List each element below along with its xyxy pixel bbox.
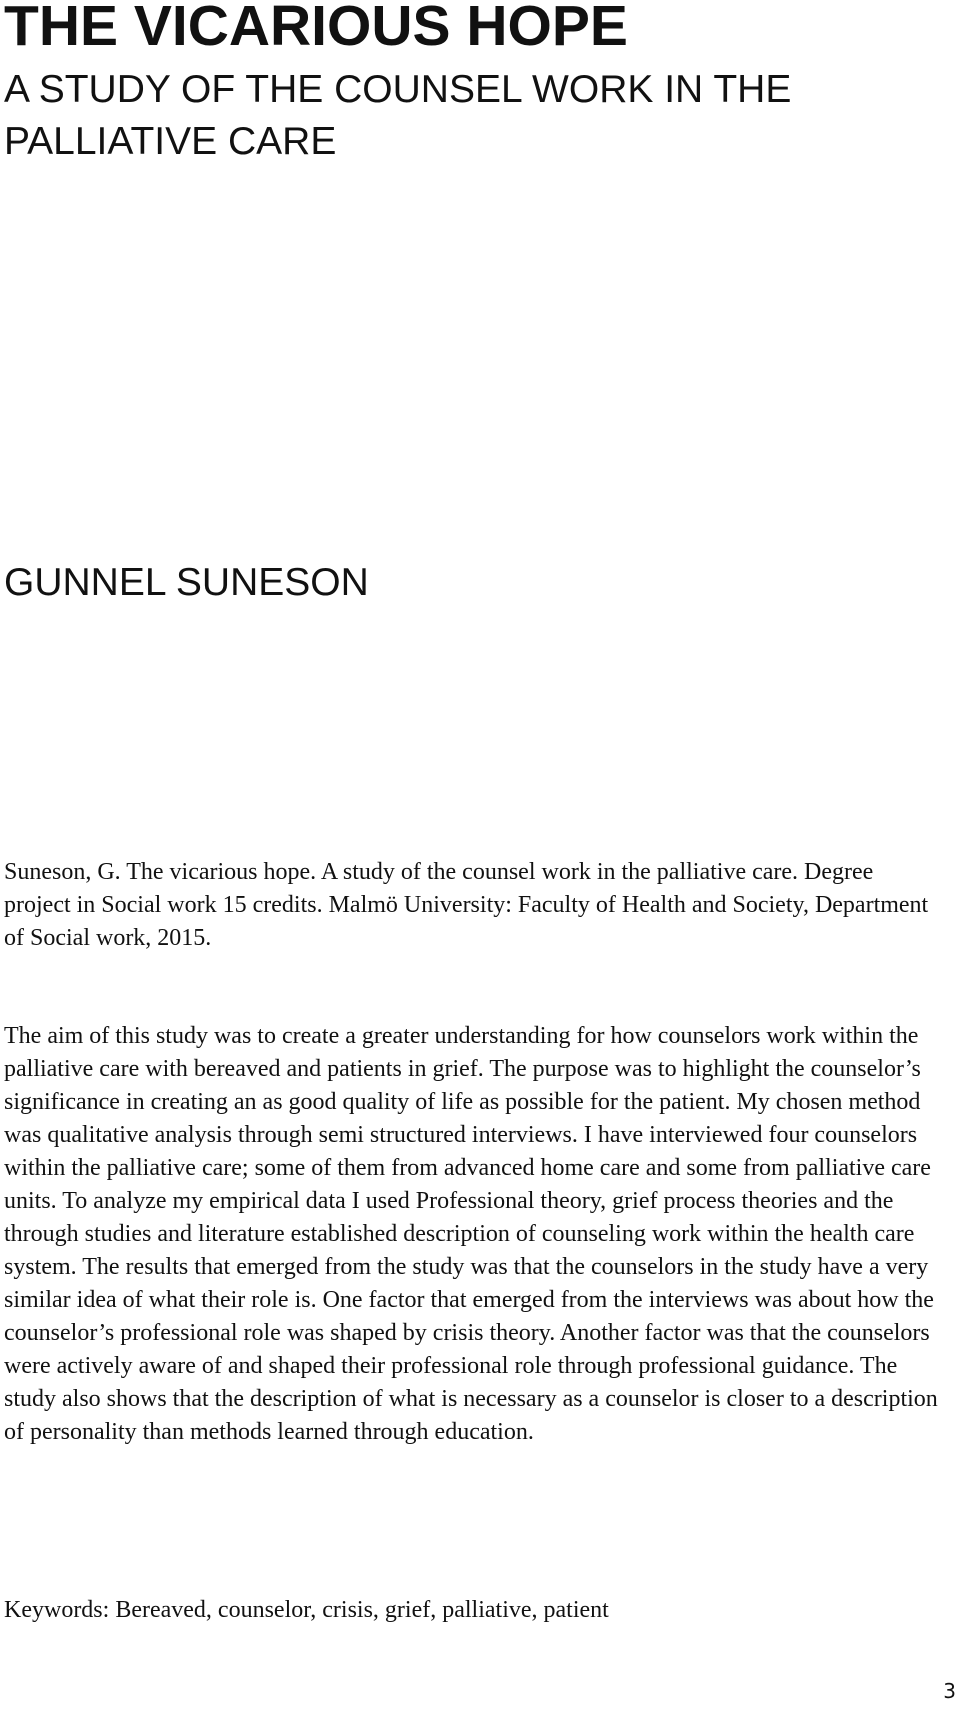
- keywords-line: Keywords: Bereaved, counselor, crisis, grief, palliative, patient: [4, 1597, 609, 1623]
- document-subtitle: A STUDY OF THE COUNSEL WORK IN THE PALLIATIVE CARE: [4, 68, 792, 163]
- author-name: GUNNEL SUNESON: [4, 561, 369, 604]
- citation-paragraph: Suneson, G. The vicarious hope. A study of the counsel work in the palliative care. Degree project in Social work 15 credits. Malmö University: Faculty of Health and Society, Department of Social work, 2015.: [4, 859, 929, 951]
- abstract-paragraph: The aim of this study was to create a greater understanding for how counselors work within the palliative care with bereaved and patients in grief. The purpose was to highlight the counselor’s significance in creating an as good quality of life as possible for the patient. My chosen method was qualitative analysis through semi structured interviews. I have interviewed four counselors within the palliative care; some of them from advanced home care and some from palliative care units. To analyze my empirical data I used Professional theory, grief process theories and the through studies and literature established description of counseling work within the health care system. The results that emerged from the study was that the counselors in the study have a very similar idea of what their role is. One factor that emerged from the interviews was about how the counselor’s professional role was shaped by crisis theory. Another factor was that the counselors were actively aware of and shaped their professional role through professional guidance. The study also shows that the description of what is necessary as a counselor is closer to a description of personality than methods learned through education.: [4, 1023, 938, 1445]
- document-title: THE VICARIOUS HOPE: [4, 0, 628, 58]
- page-number: 3: [943, 1679, 956, 1703]
